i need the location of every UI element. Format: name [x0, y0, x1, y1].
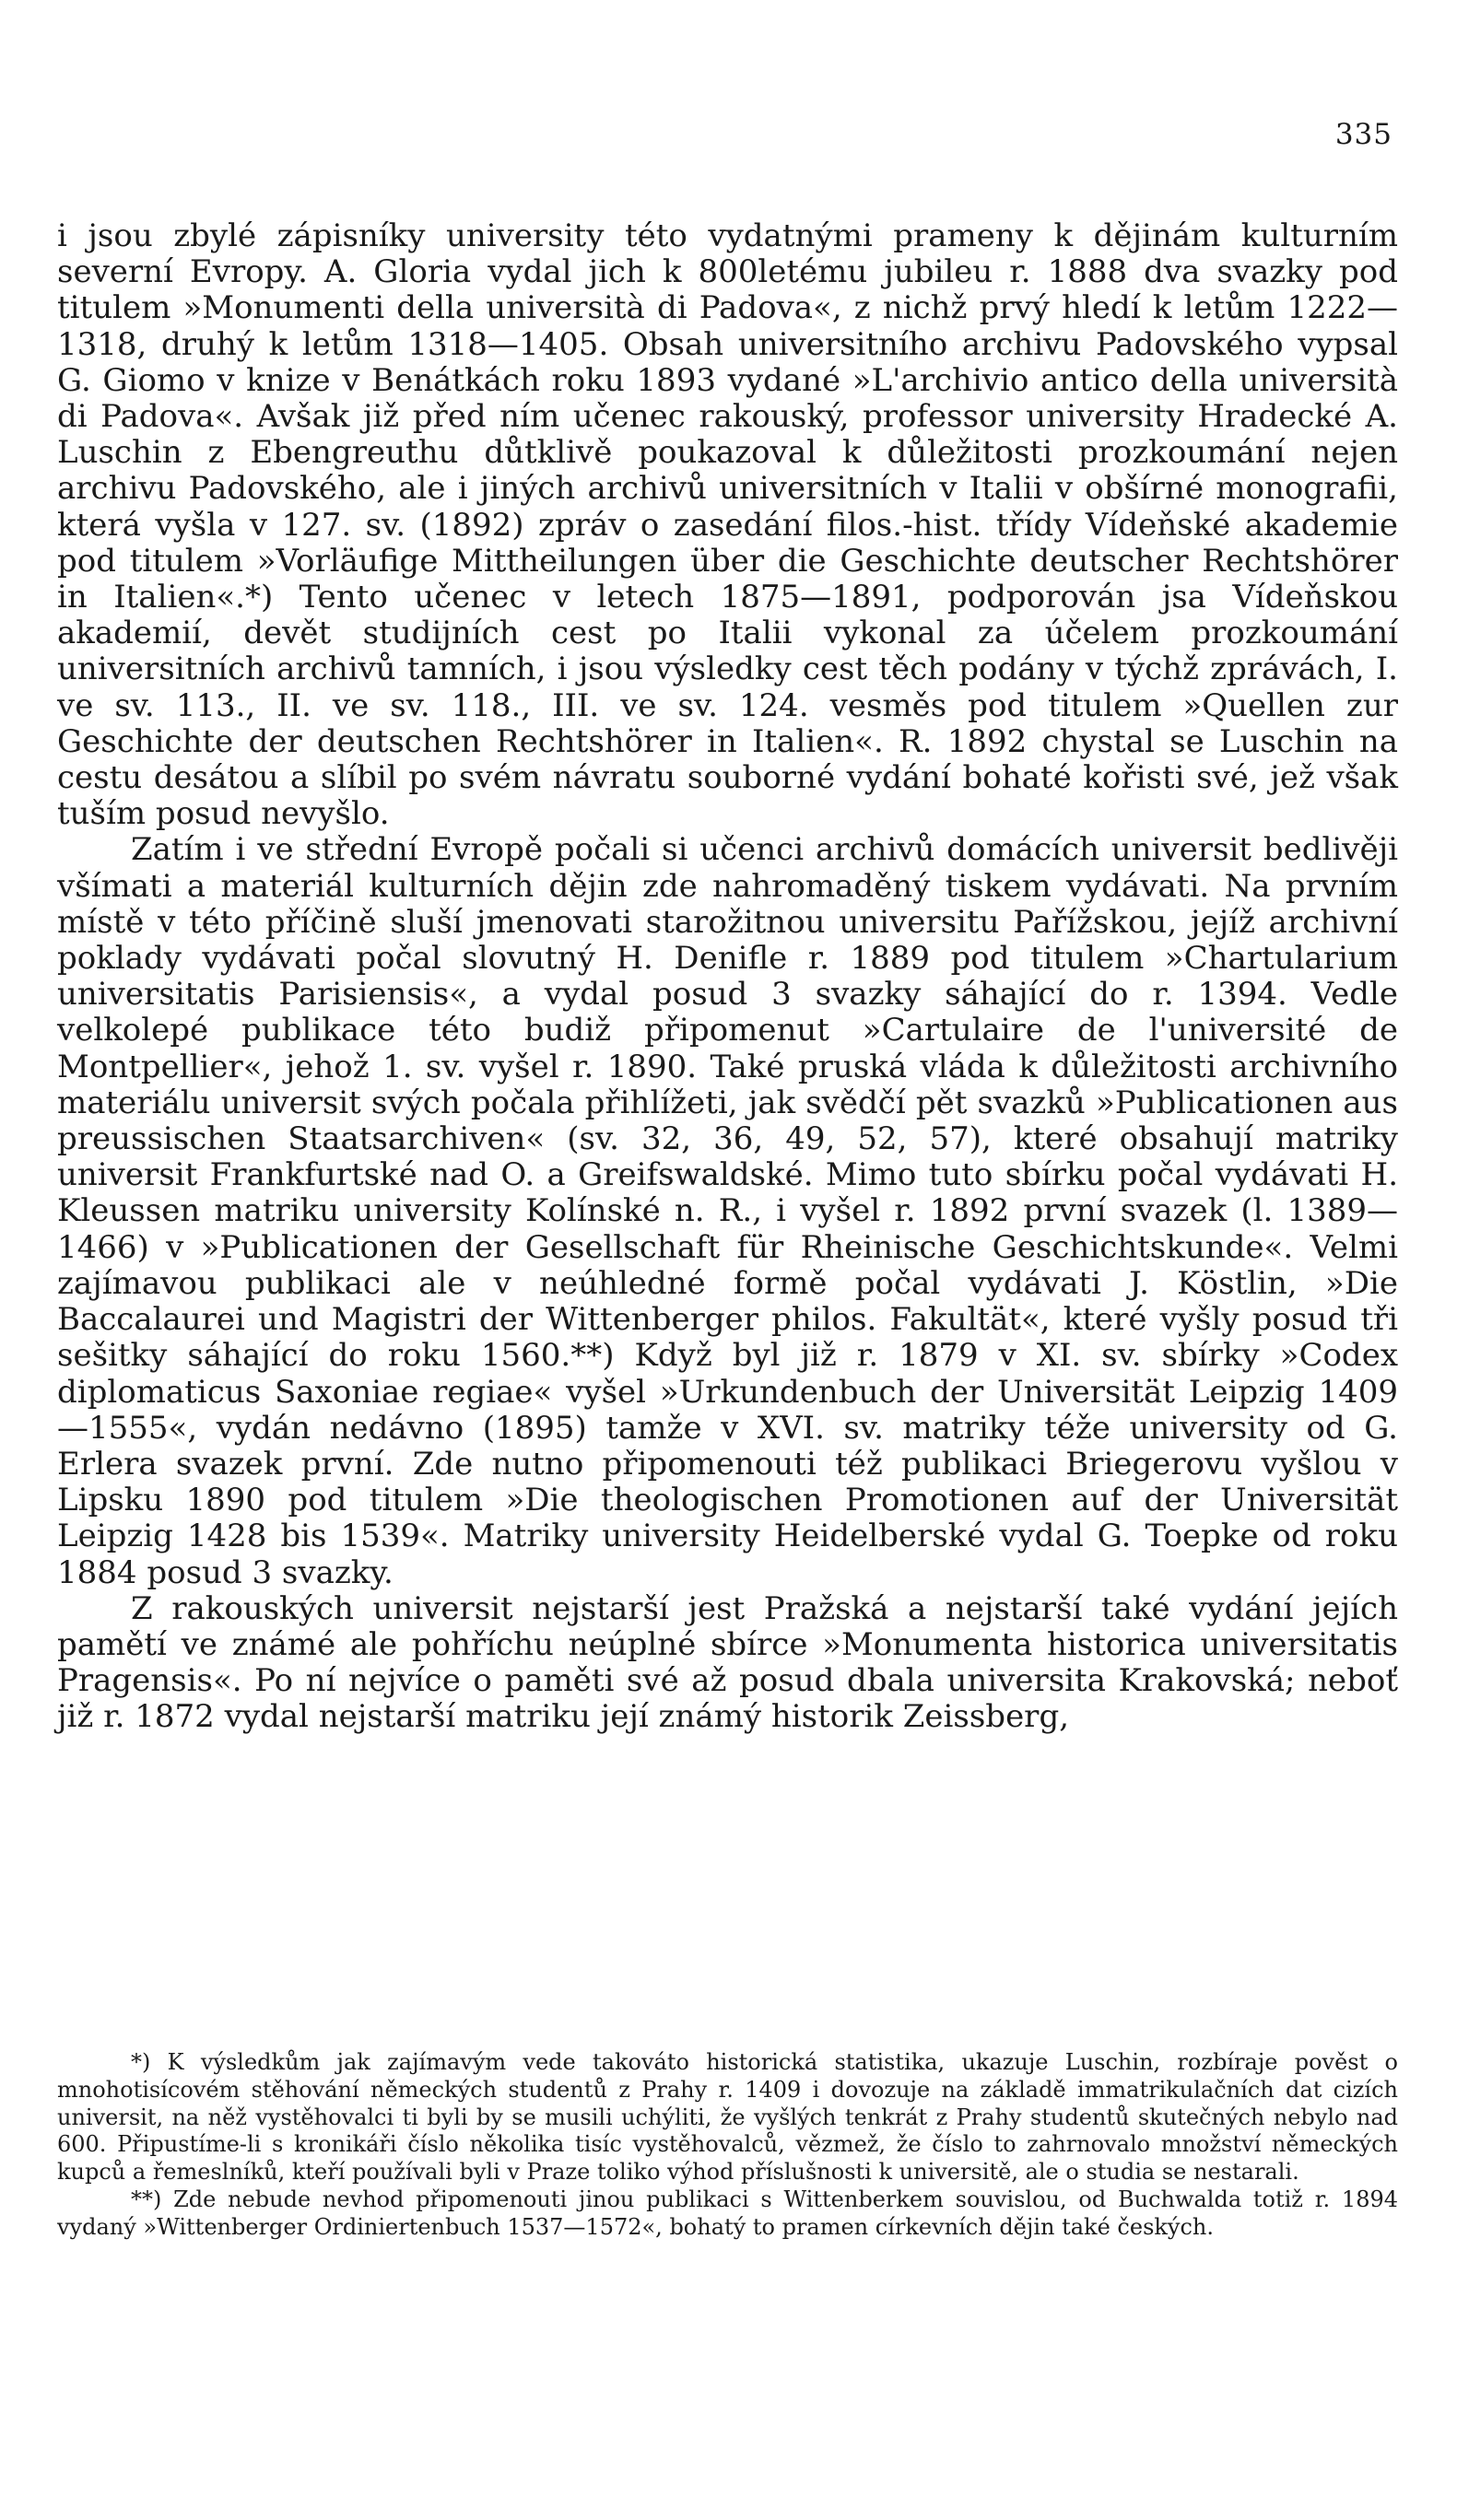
paragraph-austrian-universities: Z rakouských universit nejstarší jest Pražská a nejstarší také vydání jejích pamětí ve známé ale pohříchu neúplné sbírce »Monumenta historica universitatis Pragensis«. Po ní nejvíce o paměti své až posud dbala universita Krakovská; neboť již r. 1872 vydal nejstarší matriku její známý historik Zeissberg,	[57, 1589, 1398, 1736]
footnote-2: **) Zde nebude nevhod připomenouti jinou publikaci s Wittenberkem souvislou, od Buchwalda totiž r. 1894 vydaný »Wittenberger Ordiniertenbuch 1537—1572«, bohatý to pramen církevních dějin také českých.	[57, 2186, 1398, 2240]
footnote-1: *) K výsledkům jak zajímavým vede takováto historická statistika, ukazuje Luschin, rozbíraje pověst o mnohotisícovém stěhování německých studentů z Prahy r. 1409 i dovozuje na základě immatrikulačních dat cizích universit, na něž vystěhovalci ti byli by se musili uchýliti, že vyšlých tenkrát z Prahy studentů skutečných nebylo nad 600. Připustíme-li s kronikáři číslo několika tisíc vystěhovalců, vězmež, že číslo to zahrnovalo množství německých kupců a řemeslníků, kteří používali byli v Praze toliko výhod příslušnosti k universitě, ale o studia se nestarali.	[57, 2049, 1398, 2186]
paragraph-continued: i jsou zbylé zápisníky university této vydatnými prameny k dějinám kulturním severní Evropy. A. Gloria vydal jich k 800letému jubileu r. 1888 dva svazky pod titulem »Monumenti della università di Padova«, z nichž prvý hledí k letům 1222—1318, druhý k letům 1318—1405. Obsah universitního archivu Padovského vypsal G. Giomo v knize v Benátkách roku 1893 vydané »L'archivio antico della università di Padova«. Avšak již před ním učenec rakouský, professor university Hradecké A. Luschin z Ebengreuthu důtklivě poukazoval k důležitosti prozkoumání nejen archivu Padovského, ale i jiných archivů universitních v Italii v obšírné monografii, která vyšla v 127. sv. (1892) zpráv o zasedání filos.-hist. třídy Vídeňské akademie pod titulem »Vorläufige Mittheilungen über die Geschichte deutscher Rechtshörer in Italien«.*) Tento učenec v letech 1875—1891, podporován jsa Vídeňskou akademií, devět studijních cest po Italii vykonal za účelem prozkoumání universitních archivů tamních, i jsou výsledky cest těch podány v týchž zprávách, I. ve sv. 113., II. ve sv. 118., III. ve sv. 124. vesměs pod titulem »Quellen zur Geschichte der deutschen Rechtshörer in Italien«. R. 1892 chystal se Luschin na cestu desátou a slíbil po svém návratu souborné vydání bohaté kořisti své, jež však tuším posud nevyšlo.	[57, 217, 1398, 833]
page-number: 335	[1334, 118, 1392, 151]
body-text	[57, 218, 1398, 1736]
paragraph-european-universities: Zatím i ve střední Evropě počali si učenci archivů domácích universit bedlivěji všímati a materiál kulturních dějin zde nahromaděný tiskem vydávati. Na prvním místě v této příčině sluší jmenovati starožitnou universitu Pařížskou, jejíž archivní poklady vydávati počal slovutný H. Denifle r. 1889 pod titulem »Chartularium universitatis Parisiensis«, a vydal posud 3 svazky sáhající do r. 1394. Vedle velkolepé publikace této budiž připomenut »Cartulaire de l'université de Montpellier«, jehož 1. sv. vyšel r. 1890. Také pruská vláda k důležitosti archivního materiálu universit svých počala přihlížeti, jak svědčí pět svazků »Publicationen aus preussischen Staatsarchiven« (sv. 32, 36, 49, 52, 57), které obsahují matriky universit Frankfurtské nad O. a Greifswaldské. Mimo tuto sbírku počal vydávati H. Kleussen matriku university Kolínské n. R., i vyšel r. 1892 první svazek (l. 1389—1466) v »Publicationen der Gesellschaft für Rheinische Geschichtskunde«. Velmi zajímavou publikaci ale v neúhledné formě počal vydávati J. Köstlin, »Die Baccalaurei und Magistri der Wittenberger philos. Fakultät«, které vyšly posud tři sešitky sáhající do roku 1560.**) Když byl již r. 1879 v XI. sv. sbírky »Codex diplomaticus Saxoniae regiae« vyšel »Urkundenbuch der Universität Leipzig 1409—1555«, vydán nedávno (1895) tamže v XVI. sv. matriky téže university od G. Erlera svazek první. Zde nutno připomenouti též publikaci Briegerovu vyšlou v Lipsku 1890 pod titulem »Die theologischen Promotionen auf der Universität Leipzig 1428 bis 1539«. Matriky university Heidelberské vydal G. Toepke od roku 1884 posud 3 svazky.	[57, 831, 1398, 1591]
footnotes	[57, 2049, 1398, 2242]
